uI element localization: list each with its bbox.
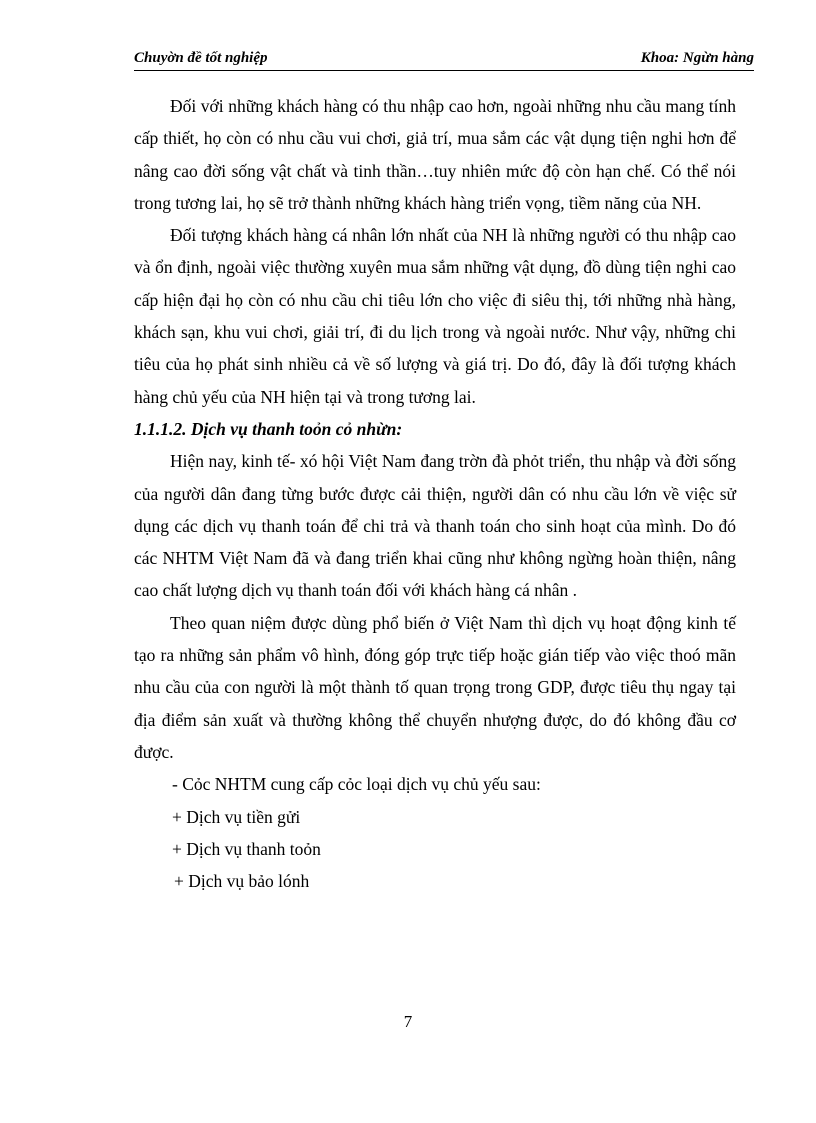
list-item: + Dịch vụ bảo lónh	[174, 871, 310, 892]
list-item: + Dịch vụ tiền gửi	[172, 806, 301, 827]
page-number: 7	[403, 1012, 413, 1031]
header-faculty: Khoa: Ngừn hàng	[640, 50, 754, 66]
list-item: + Dịch vụ thanh toỏn	[172, 838, 321, 859]
paragraph-service-definition: Theo quan niệm được dùng phổ biến ở Việt Nam thì dịch vụ hoạt động kinh tế tạo ra những sản phẩm vô hình, đóng góp trực tiếp hoặc gián tiếp vào việc thoó mãn nhu cầu của con người là một thành tố quan trọng trong GDP, được tiêu thụ ngay tại địa điểm sản xuất và thường không thể chuyển nhượng được, do đó không đầu cơ được.	[134, 612, 736, 762]
page-header	[134, 48, 754, 71]
paragraph-high-income: Đối với những khách hàng có thu nhập cao hơn, ngoài những nhu cầu mang tính cấp thiết, họ còn có nhu cầu vui chơi, giả trí, mua sắm các vật dụng tiện nghi hơn để nâng cao đời sống vật chất và tinh thần…tuy nhiên mức độ còn hạn chế. Có thể nói trong tương lai, họ sẽ trở thành những khách hàng triển vọng, tiềm năng của NH.	[134, 96, 736, 213]
list-intro: - Cỏc NHTM cung cấp cỏc loại dịch vụ chủ yếu sau:	[172, 774, 541, 795]
document-body	[134, 90, 736, 897]
paragraph-current-situation: Hiện nay, kinh tế- xó hội Việt Nam đang trờn đà phỏt triển, thu nhập và đời sống của người dân đang từng bước được cải thiện, người dân có nhu cầu lớn về việc sử dụng các dịch vụ thanh toán để chi trả và thanh toán cho sinh hoạt của mình. Do đó các NHTM Việt Nam đã và đang triển khai cũng như không ngừng hoàn thiện, nâng cao chất lượng dịch vụ thanh toán đối với khách hàng cá nhân .	[134, 451, 736, 601]
header-document-type: Chuyờn đề tốt nghiệp	[134, 50, 268, 66]
paragraph-largest-segment: Đối tượng khách hàng cá nhân lớn nhất của NH là những người có thu nhập cao và ổn định, ngoài việc thường xuyên mua sắm những vật dụng, đồ dùng tiện nghi cao cấp hiện đại họ còn có nhu cầu chi tiêu lớn cho việc đi siêu thị, tới những nhà hàng, khách sạn, khu vui chơi, giải trí, đi du lịch trong và ngoài nước. Như vậy, những chi tiêu của họ phát sinh nhiều cả về số lượng và giá trị. Do đó, đây là đối tượng khách hàng chủ yếu của NH hiện tại và trong tương lai.	[134, 225, 736, 407]
section-heading: 1.1.1.2. Dịch vụ thanh toỏn cỏ nhừn:	[134, 418, 403, 439]
